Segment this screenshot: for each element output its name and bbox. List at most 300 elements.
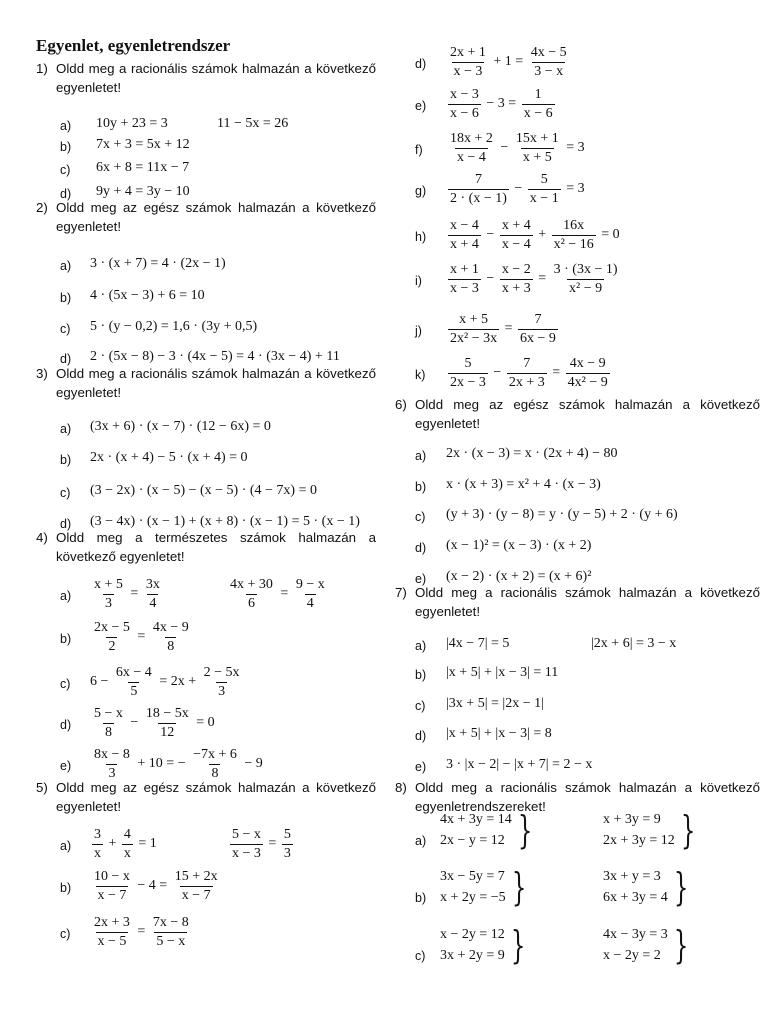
item-label: b) [60,453,72,467]
equation [446,507,678,523]
expr-text: 7x + 3 = 5x + 12 [96,137,190,152]
equation [90,706,215,740]
fraction-numerator: 5 − x [232,827,261,842]
expr-text: 4 · (5x − 3) + 6 = 10 [90,288,205,303]
item-label: a) [415,834,427,848]
equation [90,483,317,499]
fraction-denominator: 3 [104,595,112,611]
fraction-numerator: 2x + 1 [450,45,486,60]
fraction-denominator: x + 5 [522,149,552,165]
fraction-denominator: 2x + 3 [508,374,545,390]
fraction [92,577,125,611]
fraction [92,869,132,903]
fraction-numerator: 5 [540,172,548,187]
item-label: c) [60,486,71,500]
item-label: h) [415,230,427,244]
equation-second [591,636,676,652]
expr-text: − [126,715,142,731]
problem-number: 8) [395,780,407,795]
item-label: f) [415,143,423,157]
fraction [500,218,533,252]
system-equation: 3x + 2y = 9 [440,948,505,963]
expr-text: 6x + 8 = 11x − 7 [96,160,190,175]
expr-text: (y + 3) · (y − 8) = y · (y − 5) + 2 · (y + 6) [446,507,678,522]
fraction [514,131,561,165]
fraction-numerator: 4x − 9 [569,356,606,371]
expr-text: x · (x + 3) = x² + 4 · (x − 3) [446,477,601,492]
problem-7 [395,583,760,621]
item-label: c) [60,927,71,941]
fraction-denominator: 5 − x [156,933,186,949]
equation [446,87,557,121]
right-brace: } [511,865,527,909]
fraction [144,706,191,740]
item-label: i) [415,274,422,288]
expr-text: 5 · (y − 0,2) = 1,6 · (3y + 0,5) [90,319,258,334]
system-equation: x − 2y = 2 [603,948,661,963]
fraction-numerator: 7 [474,172,482,187]
fraction-denominator: x − 3 [450,280,479,296]
equation [446,726,552,742]
expr-text: 11 − 5x = 26 [217,116,289,131]
equation-system-2 [603,809,700,851]
fraction-numerator: 15x + 1 [515,131,559,146]
fraction-denominator: x + 4 [450,236,479,252]
fraction [448,45,488,79]
fraction-numerator: 2 − 5x [203,665,240,680]
equation [90,869,222,903]
fraction [282,827,293,861]
item-label: a) [60,119,72,133]
expr-text: 2 · (5x − 8) − 3 · (4x − 5) = 4 · (3x − 4) + 11 [90,349,340,364]
item-label: b) [415,668,427,682]
fraction [230,827,263,861]
fraction-denominator: 2 · (x − 1) [450,190,507,206]
expr-text: (3 − 2x) · (x − 5) − (x − 5) · (4 − 7x) = 0 [90,483,317,498]
fraction [528,172,561,206]
problem-instruction: Oldd meg a racionális számok halmazán a következő egyenletet! [415,585,760,619]
equation-system-1 [440,924,530,966]
fraction-numerator: x + 5 [459,312,488,327]
system-lines [603,866,668,908]
item-label: d) [60,517,72,531]
equation [90,319,257,335]
item-label: a) [60,839,72,853]
item-label: a) [415,449,427,463]
expr-text: = 3 [562,140,585,156]
expr-text: + 1 = [489,54,527,70]
equation [446,665,558,681]
expr-text: = [126,586,142,602]
equation [446,538,591,554]
expr-text: (x − 2) · (x + 2) = (x + 6)² [446,569,592,584]
problem-instruction: Oldd meg az egész számok halmazán a következő egyenletet! [56,200,376,234]
equation [90,665,244,699]
fraction-denominator: 3 [218,683,226,699]
equation-system-2 [603,924,693,966]
expr-text: + [105,836,120,852]
expr-text: 6 − [90,674,112,690]
fraction [522,87,555,121]
fraction-numerator: 1 [534,87,542,102]
item-label: b) [415,480,427,494]
fraction [507,356,547,390]
problem-instruction: Oldd meg az egész számok halmazán a következő egyenletet! [56,780,376,814]
fraction-denominator: 2x² − 3x [450,330,498,346]
fraction [448,172,509,206]
fraction-denominator: x − 7 [181,887,211,903]
fraction [448,87,481,121]
problem-number: 1) [36,61,48,76]
item-label: c) [60,677,71,691]
right-brace: } [673,865,689,909]
problem-instruction: Oldd meg a racionális számok halmazán a következő egyenletrendszereket! [415,780,760,814]
fraction-numerator: 3 [94,827,101,842]
problem-instruction: Oldd meg az egész számok halmazán a következő egyenletet! [415,397,760,431]
equation [90,450,248,466]
expr-text: 10y + 23 = 3 [96,116,168,131]
expr-text: (3x + 6) · (x − 7) · (12 − 6x) = 0 [90,419,271,434]
problem-number: 4) [36,530,48,545]
fraction-denominator: 2x − 3 [450,374,486,390]
system-equation: x − 2y = 12 [440,927,505,942]
expr-text: = [264,836,280,852]
expr-text: = [276,586,292,602]
fraction-denominator: x − 6 [450,105,479,121]
expr-text: + [534,227,550,243]
expr-text: 3 · |x − 2| − |x + 7| = 2 − x [446,757,593,772]
fraction-denominator: x − 4 [457,149,486,165]
fraction [122,827,133,861]
equation [90,747,263,781]
item-label: d) [60,352,72,366]
fraction-numerator: 5 [464,356,472,371]
equation-system-2 [603,866,693,908]
item-label: e) [415,99,427,113]
problem-number: 3) [36,366,48,381]
fraction-denominator: x − 5 [97,933,127,949]
fraction-denominator: 3 − x [534,63,564,79]
problem-5 [36,778,376,816]
item-label: c) [415,699,426,713]
equation-second [226,577,329,611]
item-label: g) [415,184,427,198]
fraction-denominator: 4 [149,595,157,611]
expr-text: − [482,227,498,243]
fraction [151,915,191,949]
fraction [173,869,220,903]
fraction-numerator: 5 [283,827,291,842]
expr-text: = [501,321,516,337]
item-label: e) [415,760,427,774]
fraction-numerator: 5 − x [94,706,123,721]
expr-text: = [133,924,149,940]
expr-text: = 0 [597,227,620,243]
item-label: j) [415,324,422,338]
fraction-numerator: 9 − x [295,577,325,592]
item-label: e) [60,759,72,773]
expr-text: |2x + 6| = 3 − x [591,636,677,651]
problem-6 [395,395,760,433]
fraction [114,665,154,699]
problem-1 [36,59,376,97]
item-label: d) [415,57,427,71]
equation [90,419,271,435]
equation [90,620,193,654]
system-equation: 4x − 3y = 3 [603,927,668,942]
fraction [552,262,620,296]
fraction-denominator: x − 7 [97,887,127,903]
expr-text: = [133,629,149,645]
expr-text: (3 − 4x) · (x − 1) + (x + 8) · (x − 1) = 5 · (x − 1) [90,514,360,529]
equation [446,218,620,252]
fraction [144,577,162,611]
expr-text: = 3 [562,181,585,197]
problem-2 [36,198,376,236]
system-lines [603,924,668,966]
item-label: b) [60,881,72,895]
system-lines [603,809,675,851]
system-lines [440,866,506,908]
fraction-denominator: x² − 9 [569,280,603,296]
fraction [151,620,191,654]
fraction-numerator: x − 4 [450,218,479,233]
problem-number: 5) [36,780,48,795]
expr-text: (x − 1)² = (x − 3) · (x + 2) [446,538,592,553]
fraction [448,218,481,252]
system-equation: x + 3y = 9 [603,812,661,827]
system-equation: 2x + 3y = 12 [603,833,675,848]
fraction [448,131,495,165]
expr-text: |x + 5| + |x − 3| = 11 [446,665,559,680]
system-equation: 3x − 5y = 7 [440,869,505,884]
problem-instruction: Oldd meg a racionális számok halmazán a következő egyenletet! [56,61,376,95]
fraction [518,312,558,346]
fraction-denominator: 3 [108,765,116,781]
fraction-denominator: x − 6 [523,105,553,121]
fraction-numerator: 7 [523,356,531,371]
fraction [552,218,596,252]
system-equation: 3x + y = 3 [603,869,661,884]
expr-text: |4x − 7| = 5 [446,636,510,651]
right-brace: } [680,808,696,852]
equation [446,172,585,206]
item-label: d) [415,729,427,743]
problem-number: 2) [36,200,48,215]
expr-text: = 1 [134,836,157,852]
fraction-denominator: 4 [306,595,314,611]
right-brace: } [517,808,533,852]
fraction-numerator: 7 [534,312,542,327]
equation [96,160,189,176]
fraction-numerator: 8x − 8 [94,747,130,762]
equation [446,356,612,390]
fraction-denominator: x² − 16 [553,236,594,252]
system-equation: 4x + 3y = 14 [440,812,512,827]
fraction-numerator: 3 · (3x − 1) [553,262,618,277]
expr-text: |x + 5| + |x − 3| = 8 [446,726,552,741]
expr-text: − 3 = [482,96,520,112]
equation-system-1 [440,809,537,851]
fraction-denominator: 8 [167,638,175,654]
item-label: e) [415,572,427,586]
problem-3 [36,364,376,402]
problem-4 [36,528,376,566]
system-lines [440,924,505,966]
item-label: c) [415,949,426,963]
equation [96,116,168,132]
equation [446,312,560,346]
fraction-numerator: 2x + 3 [94,915,130,930]
equation [446,757,592,773]
fraction-denominator: x − 1 [529,190,559,206]
fraction-denominator: x [123,845,131,861]
equation [446,446,618,462]
equation [446,477,601,493]
item-label: d) [60,718,72,732]
fraction-denominator: 6 [247,595,255,611]
expr-text: − [496,140,512,156]
expr-text: − [482,271,498,287]
fraction [448,312,499,346]
equation [90,288,205,304]
fraction-numerator: 4x − 9 [152,620,189,635]
expr-text: − [510,181,526,197]
fraction [92,915,132,949]
equation-second [228,827,295,861]
equation [446,45,571,79]
fraction [448,356,488,390]
expr-text: = 0 [192,715,215,731]
fraction-denominator: 2 [108,638,116,654]
item-label: c) [415,510,426,524]
item-label: d) [415,541,427,555]
fraction-numerator: 4 [123,827,131,842]
expr-text: = [548,365,564,381]
fraction-numerator: 4x + 30 [230,577,273,592]
page-title: Egyenlet, egyenletrendszer [36,36,231,55]
problem-instruction: Oldd meg a természetes számok halmazán a következő egyenletet! [56,530,376,564]
fraction [500,262,533,296]
fraction-numerator: x + 1 [450,262,479,277]
fraction-numerator: 16x [563,218,585,233]
fraction [92,620,132,654]
equation [446,131,585,165]
item-label: a) [60,422,72,436]
system-lines [440,809,512,851]
fraction-numerator: 2x − 5 [94,620,130,635]
fraction-numerator: 4x − 5 [530,45,567,60]
system-equation: 6x + 3y = 4 [603,890,668,905]
expr-text: |3x + 5| = |2x − 1| [446,696,544,711]
equation [90,256,226,272]
expr-text: 2x · (x + 4) − 5 · (x + 4) = 0 [90,450,248,465]
fraction-denominator: 4x² − 9 [567,374,608,390]
equation [90,577,164,611]
fraction [294,577,327,611]
system-equation: x + 2y = −5 [440,890,506,905]
fraction-denominator: 8 [211,765,219,781]
expr-text: = 2x + [155,674,200,690]
fraction [92,827,103,861]
item-label: b) [60,140,72,154]
equation [446,696,544,712]
fraction-numerator: 10 − x [94,869,130,884]
fraction-numerator: 6x − 4 [115,665,152,680]
fraction-denominator: x − 3 [232,845,261,861]
item-label: b) [60,291,72,305]
expr-text: 3 · (x + 7) = 4 · (2x − 1) [90,256,226,271]
fraction-denominator: x + 3 [501,280,531,296]
equation [90,915,193,949]
item-label: b) [415,891,427,905]
fraction [529,45,569,79]
expr-text: − [489,365,505,381]
item-label: a) [60,589,72,603]
fraction-numerator: x − 3 [450,87,479,102]
fraction-numerator: 18 − 5x [145,706,189,721]
fraction-numerator: 3x [145,577,160,592]
item-label: a) [415,639,427,653]
equation-system-1 [440,866,531,908]
fraction-numerator: 18x + 2 [450,131,493,146]
equation [90,827,157,861]
fraction-numerator: 15 + 2x [174,869,218,884]
item-label: a) [60,259,72,273]
fraction-denominator: 3 [283,845,291,861]
fraction [448,262,481,296]
problem-instruction: Oldd meg a racionális számok halmazán a következő egyenletet! [56,366,376,400]
fraction-numerator: x + 4 [501,218,531,233]
item-label: b) [60,632,72,646]
fraction-denominator: 8 [104,724,112,740]
expr-text: 9y + 4 = 3y − 10 [96,184,190,199]
expr-text: 2x · (x − 3) = x · (2x + 4) − 80 [446,446,618,461]
expr-text: + 10 = − [133,756,190,772]
item-label: c) [60,163,71,177]
fraction [92,747,132,781]
right-brace: } [673,923,689,967]
fraction-denominator: 6x − 9 [520,330,556,346]
fraction-numerator: x + 5 [94,577,123,592]
equation-second [217,116,288,132]
fraction [92,706,125,740]
fraction [228,577,275,611]
item-label: d) [60,187,72,201]
fraction-numerator: 7x − 8 [152,915,189,930]
fraction [202,665,242,699]
equation [90,349,340,365]
expr-text: = [534,271,550,287]
system-equation: 2x − y = 12 [440,833,505,848]
fraction [191,747,239,781]
fraction-denominator: 5 [130,683,138,699]
problem-number: 6) [395,397,407,412]
equation [446,262,622,296]
expr-text: − 9 [240,756,263,772]
right-brace: } [510,923,526,967]
fraction-denominator: 12 [160,724,175,740]
item-label: k) [415,368,426,382]
fraction-denominator: x − 3 [453,63,483,79]
problem-number: 7) [395,585,407,600]
equation [96,137,190,153]
fraction-denominator: x − 4 [501,236,531,252]
fraction-numerator: x − 2 [501,262,531,277]
fraction-denominator: x [94,845,101,861]
fraction [566,356,610,390]
equation [446,636,509,652]
